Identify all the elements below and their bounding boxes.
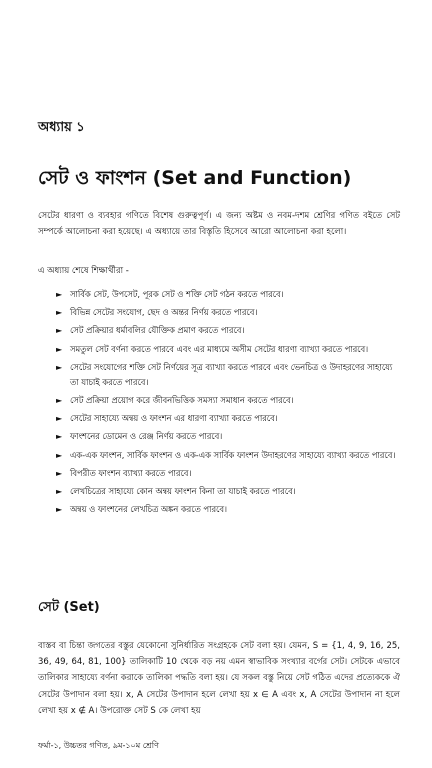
- objective-item: [56, 287, 401, 302]
- objective-item: [56, 411, 401, 426]
- chapter-title: সেট ও ফাংশন (Set and Function): [38, 167, 352, 189]
- objective-item: [56, 393, 401, 408]
- bullet-icon: ►: [56, 505, 63, 515]
- objective-text: সার্বিক সেট, উপসেট, পূরক সেট ও শক্তি সেট গঠন করতে পারবে।: [70, 289, 284, 299]
- bullet-icon: ►: [56, 308, 63, 318]
- objective-text: সমতুল সেট বর্ণনা করতে পারবে এবং এর মাধ্যমে অসীম সেটের ধারণা ব্যাখ্যা করতে পারবে।: [70, 343, 369, 354]
- objective-item: [56, 448, 401, 463]
- objective-text: সেটের সাহায্যে অন্বয় ও ফাংশন এর ধারণা ব্যাখ্যা করতে পারবে।: [70, 413, 278, 424]
- objective-text: অন্বয় ও ফাংশনের লেখচিত্র অঙ্কন করতে পারবে।: [70, 504, 227, 515]
- objective-item: [56, 466, 401, 481]
- objective-item: [56, 429, 401, 444]
- chapter-label: অধ্যায় ১: [38, 120, 85, 135]
- objective-item: [56, 502, 401, 517]
- objectives-lead: এ অধ্যায় শেষে শিক্ষার্থীরা -: [38, 266, 129, 276]
- bullet-icon: ►: [56, 326, 63, 336]
- objective-item: [56, 323, 401, 338]
- objective-text: সেটের সংযোগের শক্তি সেট নির্ণয়ের সূত্র ব্যাখ্যা করতে পারবে এবং ভেনচিত্র ও উদাহরণের সাহায্যে তা যাচাই করতে পারবে।: [70, 361, 393, 387]
- objectives-list: [56, 287, 401, 520]
- section-body: বাস্তব বা চিন্তা জগতের বস্তুর যেকোনো সুনির্ধারিত সংগ্রহকে সেট বলা হয়। যেমন, S = {1, 4, 9, 16, 25, 36, 49, 64, 81, 100} তালিকাটি 10 থেকে বড় নয় এমন স্বাভাবিক সংখ্যার বর্গের সেট। সেটকে এভাবে তালিকার সাহায্যে বর্ণনা করাকে তালিকা পদ্ধতি বলা হয়। যে সকল বস্তু নিয়ে সেট গঠিত এদের প্রত্যেককে ঐ সেটের উপাদান বলা হয়। x, A সেটের উপাদান হলে লেখা হয় x ∈ A এবং x, A সেটের উপাদান না হলে লেখা হয় x ∉ A। উপরোক্ত সেট S কে লেখা হয়: [38, 641, 400, 716]
- bullet-icon: ►: [56, 290, 63, 299]
- objective-text: সেট প্রক্রিয়া প্রয়োগ করে জীবনভিত্তিক সমস্যা সমাধান করতে পারবে।: [70, 394, 294, 405]
- objective-text: বিপরীত ফাংশন ব্যাখ্যা করতে পারবে।: [70, 467, 192, 478]
- objective-text: লেখচিত্রের সাহায্যে কোন অন্বয় ফাংশন কিনা তা যাচাই করতে পারবে।: [70, 485, 296, 496]
- objective-text: এক-এক ফাংশন, সার্বিক ফাংশন ও এক-এক সার্বিক ফাংশন উদাহরণের সাহায্যে ব্যাখ্যা করতে পারবে।: [70, 449, 396, 460]
- objective-text: সেট প্রক্রিয়ার ধর্মাবলির যৌক্তিক প্রমাণ করতে পারবে।: [70, 325, 245, 336]
- bullet-icon: ►: [56, 450, 63, 460]
- bullet-icon: ►: [56, 344, 63, 354]
- bullet-icon: ►: [56, 486, 63, 496]
- objective-text: বিভিন্ন সেটের সংযোগ, ছেদ ও অন্তর নির্ণয় করতে পারবে।: [70, 307, 258, 318]
- objective-item: [56, 484, 401, 499]
- objective-item: [56, 342, 401, 357]
- objective-item: [56, 305, 401, 320]
- objective-item: [56, 360, 401, 390]
- section-title: সেট (Set): [38, 600, 100, 615]
- intro-paragraph: সেটের ধারণা ও ব্যবহার গণিতে বিশেষ গুরুত্বপূর্ণ। এ জন্য অষ্টম ও নবম-দশম শ্রেণির গণিত বইতে সেট সম্পর্কে আলোচনা করা হয়েছে। এ অধ্যায়ে তার বিস্তৃতি হিসেবে আরো আলোচনা করা হলো।: [38, 211, 400, 237]
- bullet-icon: ►: [56, 362, 63, 372]
- objective-text: ফাংশনের ডোমেন ও রেঞ্জ নির্ণয় করতে পারবে।: [70, 431, 223, 442]
- bullet-icon: ►: [56, 468, 63, 478]
- bullet-icon: ►: [56, 414, 63, 424]
- page-footer: ফর্মা-১, উচ্চতর গণিত, ৯ম-১০ম শ্রেণি: [38, 741, 159, 750]
- bullet-icon: ►: [56, 432, 63, 442]
- bullet-icon: ►: [56, 395, 63, 405]
